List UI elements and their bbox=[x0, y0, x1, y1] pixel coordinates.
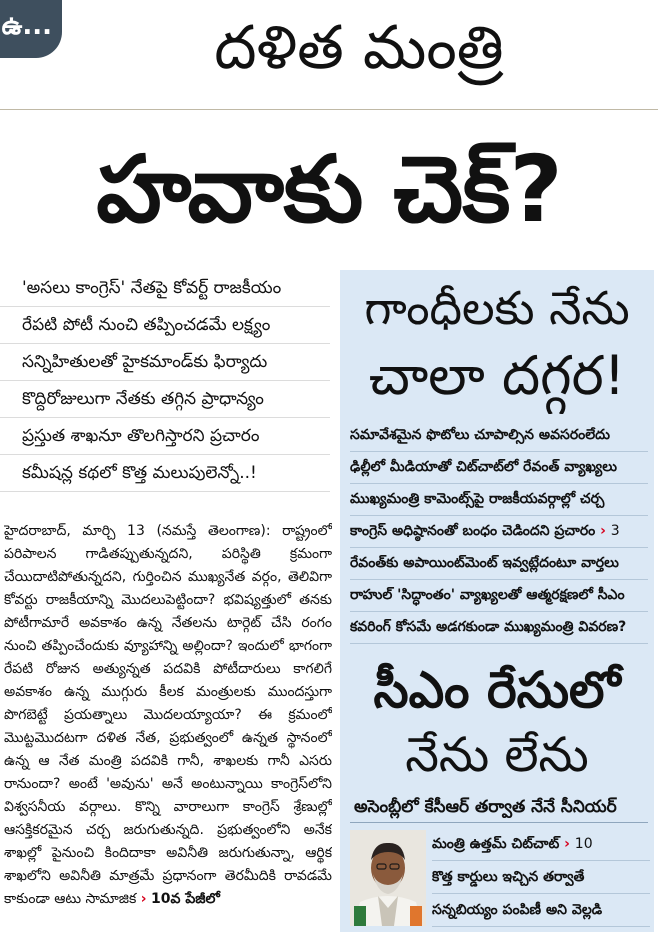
article-body bbox=[4, 520, 332, 930]
second-subheadline: అసెంబ్లీలో కేసీఆర్ తర్వాత నేనే సీనియర్ bbox=[354, 797, 617, 817]
page-ref[interactable]: 10 bbox=[574, 836, 593, 852]
sidebar-point bbox=[350, 548, 648, 580]
kicker-divider bbox=[0, 109, 658, 110]
page-ref[interactable]: 3 bbox=[610, 523, 620, 539]
second-point-text: సన్నబియ్యం పంపిణీ అని వెల్లడి bbox=[432, 902, 603, 918]
sidebar-point-text: రేవంత్‌కు అపాయింట్‌మెంట్ ఇవ్వట్లేదంటూ వార్తలు bbox=[350, 555, 619, 571]
sidebar-point-text: కవరింగ్ కోసమే అడగకుండా ముఖ్యమంత్రి వివరణ? bbox=[350, 619, 627, 635]
second-point bbox=[432, 861, 650, 894]
sidebar-point-text: ఢిల్లీలో మీడియాతో చిట్‌చాట్‌లో రేవంత్ వ్యాఖ్యలు bbox=[350, 459, 617, 475]
section-badge bbox=[0, 0, 62, 58]
sidebar-points bbox=[350, 420, 648, 644]
second-point-text: మంత్రి ఉత్తమ్ చిట్‌చాట్ bbox=[432, 836, 560, 852]
sidebar-point-text: సమావేశమైన ఫొటోలు చూపాల్సిన అవసరంలేదు bbox=[350, 427, 610, 443]
summary-bullet: రేపటి పోటీ నుంచి తప్పించడమే లక్ష్యం bbox=[0, 307, 330, 344]
second-point-text: కొత్త కార్డులు ఇచ్చిన తర్వాతే bbox=[432, 869, 585, 885]
summary-bullet: కొద్దిరోజులుగా నేతకు తగ్గిన ప్రాధాన్యం bbox=[0, 381, 330, 418]
headline-kicker: దళిత మంత్రి bbox=[214, 13, 504, 83]
summary-bullet: ప్రస్తుత శాఖనూ తొలగిస్తారని ప్రచారం bbox=[0, 418, 330, 455]
sidebar-point bbox=[350, 580, 648, 612]
second-headline-line1: సీఎం రేసులో bbox=[373, 661, 621, 719]
section-badge-text: ఉ... bbox=[1, 11, 52, 41]
continued-marker: › bbox=[140, 891, 147, 907]
chevron-right-icon: › bbox=[600, 523, 606, 539]
second-points bbox=[432, 828, 650, 927]
subheadline-divider bbox=[350, 822, 648, 823]
sidebar-point bbox=[350, 516, 648, 548]
main-headline: హవాకు చెక్? bbox=[96, 136, 562, 243]
sidebar-point-text: రాహుల్ 'సిద్ధాంతం' వ్యాఖ్యలతో ఆత్మరక్షణలో సీఎం bbox=[350, 587, 625, 603]
summary-bullets bbox=[0, 270, 330, 492]
sidebar-point bbox=[350, 420, 648, 452]
summary-bullet: 'అసలు కాంగ్రెస్' నేతపై కోవర్ట్ రాజకీయం bbox=[0, 270, 330, 307]
portrait-illustration bbox=[350, 830, 426, 926]
chevron-right-icon: › bbox=[564, 836, 570, 852]
summary-bullet: కమీషన్ల కథలో కొత్త మలుపులెన్నో..! bbox=[0, 455, 330, 492]
sidebar-box bbox=[340, 270, 654, 932]
second-point bbox=[432, 894, 650, 927]
second-headline-line2: నేను లేను bbox=[405, 727, 589, 783]
sidebar-headline-line2: చాలా దగ్గర! bbox=[368, 344, 626, 407]
article-body-text: హైదరాబాద్, మార్చి 13 (నమస్తే తెలంగాణ): రాష్ట్రంలో పరిపాలన గాడితప్పుతున్నదని, పరిస్థితి క్రమంగా చేయిదాటిపోతున్నదని, గుర్తించిన ముఖ్యనేత వర్గం, తెలివిగా కోవర్టు రాజకీయాన్ని మొదలుపెట్టిందా? భవిష్యత్తులో తనకు పోటీగామారే అవకాశం ఉన్న నేతలను టార్గెట్ చేసి రంగం నుంచి తప్పించేందుకు వ్యూహాన్ని అల్లిందా? ఇందులో భాగంగా రేపటి రోజున అత్యున్నత పదవికి పోటీదారులు కాగలిగే అవకాశం ఉన్న ముగ్గురు కీలక మంత్రులకు ముందస్తుగా పొగబెట్టే ప్రయత్నాలు మొదలయ్యాయా? ఈ క్రమంలో మొట్టమొదటగా దళిత నేత, ప్రభుత్వంలో ఉన్నత స్థానంలో ఉన్న ఆ నేత మంత్రి పదవికి గానీ, శాఖలకు గానీ ఎసరు రానుందా? అంటే 'అవును' అనే అంటున్నాయి కాంగ్రెస్‌లోని విశ్వసనీయ వర్గాలు. కొన్ని వారాలుగా కాంగ్రెస్ శ్రేణుల్లో ఆసక్తికరమైన చర్చ జరుగుతున్నది. ప్రభుత్వంలోని అనేక శాఖల్లో పైనుంచి కిందిదాకా అవినీతి జరుగుతున్నా, ఆర్థిక శాఖలోని అవినీతి మాత్రమే ప్రధానంగా తెరమీదికి రావడమే కాకుండా ఆటు సామాజిక bbox=[4, 523, 332, 907]
sidebar-point bbox=[350, 484, 648, 516]
second-point bbox=[432, 828, 650, 861]
sidebar-headline-line1: గాంధీలకు నేను bbox=[364, 281, 630, 335]
sidebar-point-text: ముఖ్యమంత్రి కామెంట్స్‌పై రాజకీయవర్గాల్లో చర్చ bbox=[350, 491, 605, 507]
sidebar-point-text: కాంగ్రెస్ అధిష్ఠానంతో బంధం చెడిందని ప్రచారం bbox=[350, 523, 596, 539]
sidebar-point bbox=[350, 452, 648, 484]
summary-bullet: సన్నిహితులతో హైకమాండ్‌కు ఫిర్యాదు bbox=[0, 344, 330, 381]
minister-photo bbox=[350, 830, 426, 926]
continued-page-link[interactable]: 10వ పేజీలో bbox=[151, 891, 220, 907]
sidebar-point bbox=[350, 612, 648, 644]
